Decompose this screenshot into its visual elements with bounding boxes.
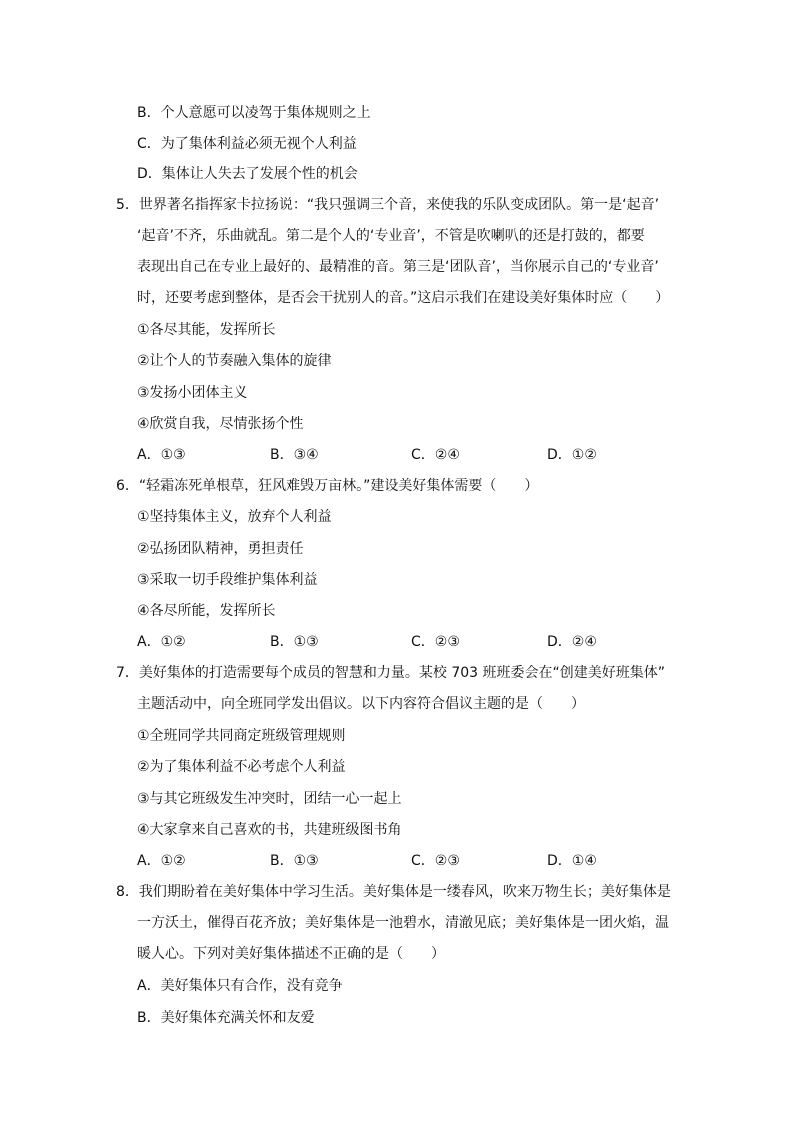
q6-statement: ①坚持集体主义，放弃个人利益 <box>137 509 332 525</box>
q5-stem-line: 5．世界著名指挥家卡拉扬说：“我只强调三个音，来使我的乐队变成团队。第一是‘起音’ <box>116 197 660 213</box>
q7-option-a: A．①② <box>137 853 186 869</box>
q7-statement: ①全班同学共同商定班级管理规则 <box>137 728 346 744</box>
q7-option-b: B．①③ <box>270 853 319 869</box>
q8-stem-line: 一方沃土，催得百花齐放；美好集体是一池碧水，清澈见底；美好集体是一团火焰，温 <box>137 915 669 931</box>
q4-option-b: B．个人意愿可以凌驾于集体规则之上 <box>137 105 371 121</box>
q6-option-d: D．②④ <box>547 634 597 650</box>
q8-stem-line: 暖人心。下列对美好集体描述不正确的是（ ） <box>137 946 445 962</box>
q5-option-b: B．③④ <box>270 447 319 463</box>
q7-statement: ③与其它班级发生冲突时，团结一心一起上 <box>137 791 402 807</box>
q6-stem-line: 6．“轻霜冻死单根草，狂风难毁万亩林。”建设美好集体需要（ ） <box>116 478 539 494</box>
q5-statement: ④欣赏自我，尽情张扬个性 <box>137 416 304 432</box>
q7-option-d: D．①④ <box>547 853 597 869</box>
q5-option-c: C．②④ <box>411 447 460 463</box>
q8-option-b: B．美好集体充满关怀和友爱 <box>137 1010 315 1026</box>
q5-statement: ③发扬小团体主义 <box>137 385 248 401</box>
q5-statement: ②让个人的节奏融入集体的旋律 <box>137 353 332 369</box>
q5-stem-line: 表现出自己在专业上最好的、最精准的音。第三是‘团队音’，当你展示自己的‘专业音’ <box>137 259 659 275</box>
q7-statement: ②为了集体利益不必考虑个人利益 <box>137 759 346 775</box>
q6-option-b: B．①③ <box>270 634 319 650</box>
q6-statement: ③采取一切手段维护集体利益 <box>137 572 318 588</box>
q4-option-c: C．为了集体利益必须无视个人利益 <box>137 136 357 152</box>
q6-statement: ④各尽所能，发挥所长 <box>137 603 276 619</box>
q8-stem-line: 8．我们期盼着在美好集体中学习生活。美好集体是一缕春风，吹来万物生长；美好集体是 <box>116 884 671 900</box>
q8-option-a: A．美好集体只有合作，没有竞争 <box>137 978 343 994</box>
q5-option-a: A．①③ <box>137 447 186 463</box>
q5-stem-line: ‘起音’不齐，乐曲就乱。第二是个人的‘专业音’，不管是吹喇叭的还是打鼓的，都要 <box>137 228 645 244</box>
q7-stem-line: 7．美好集体的打造需要每个成员的智慧和力量。某校 703 班班委会在“创建美好班集体” <box>116 665 666 681</box>
q6-option-c: C．②③ <box>411 634 460 650</box>
q4-option-d: D．集体让人失去了发展个性的机会 <box>137 166 358 182</box>
q5-stem-line: 时，还要考虑到整体，是否会干扰别人的音。”这启示我们在建设美好集体时应（ ） <box>137 290 670 306</box>
q5-statement: ①各尽其能，发挥所长 <box>137 322 276 338</box>
q6-option-a: A．①② <box>137 634 186 650</box>
q7-stem-line: 主题活动中，向全班同学发出倡议。以下内容符合倡议主题的是（ ） <box>137 696 585 712</box>
q7-option-c: C．②③ <box>411 853 460 869</box>
q6-statement: ②弘扬团队精神，勇担责任 <box>137 541 304 557</box>
q5-option-d: D．①② <box>547 447 597 463</box>
q7-statement: ④大家拿来自己喜欢的书，共建班级图书角 <box>137 822 402 838</box>
